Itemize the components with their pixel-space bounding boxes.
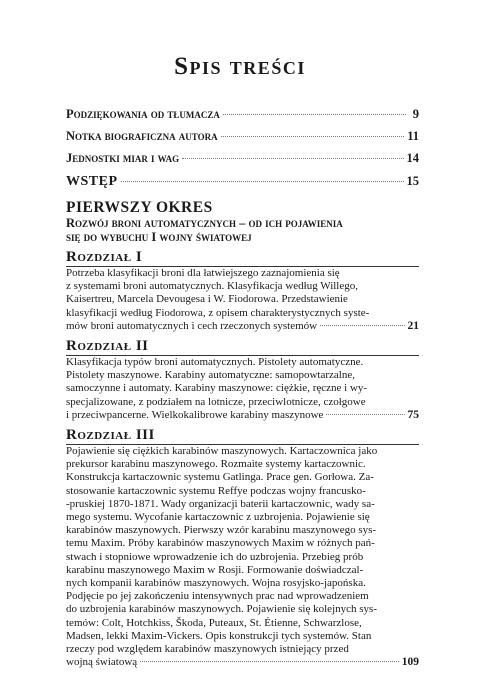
table-of-contents xyxy=(66,106,419,669)
dot-leader xyxy=(121,181,404,182)
period-title: PIERWSZY OKRES xyxy=(66,199,213,216)
description-last-line xyxy=(66,409,419,422)
description-line: Potrzeba klasyfikacji broni dla łatwiejszego zaznajomienia się xyxy=(66,267,340,279)
description-line: temu Maxim. Próby karabinów maszynowych Maxim w różnych pań- xyxy=(66,537,375,550)
description-line: prekursor karabinu maszynowego. Rozmaite systemy kartaczownic. xyxy=(66,458,366,471)
description-line: stwach i stopniowe wprowadzenie ich do uzbrojenia. Przebieg prób xyxy=(66,550,364,563)
description-line: klasyfikacji według Fiodorowa, z opisem charakterystycznych syste- xyxy=(66,306,370,319)
description-line: mego systemu. Wycofanie kartaczownic z uzbrojenia. Pojawienie się xyxy=(66,511,370,524)
description-line: -pruskiej 1870-1871. Wady organizacji baterii kartaczownic, wady sa- xyxy=(66,497,375,510)
toc-entry-biography[interactable] xyxy=(66,128,419,145)
chapter-description-2 xyxy=(66,356,419,422)
description-line: Madsen, lekki Maxim-Vickers. Opis konstrukcji tych systemów. Stan xyxy=(66,629,372,642)
description-line: specjalizowane, z podziałem na lotnicze, przeciwlotnicze, czołgowe xyxy=(66,395,366,408)
description-line: rzeczy pod względem karabinów maszynowych istniejący przed xyxy=(66,643,349,656)
dot-leader xyxy=(223,114,406,115)
toc-entry-label: Notka biograficzna autora xyxy=(66,129,218,143)
description-line: i przeciwpancerne. Wielkokalibrowe karabiny maszynowe xyxy=(66,408,324,421)
toc-entry-page: 11 xyxy=(407,129,419,143)
dot-leader xyxy=(326,414,404,415)
description-line: temów: Colt, Hotchkiss, Škoda, Puteaux, St. Étienne, Schwarzlose, xyxy=(66,616,362,629)
description-line: Kaisertreu, Marcela Devougesa i W. Fiodorowa. Przedstawienie xyxy=(66,293,348,306)
period-subtitle-line-2: się do wybuchu I wojny światowej xyxy=(66,230,252,244)
toc-entry-acknowledgements[interactable] xyxy=(66,106,419,123)
description-line: karabinu maszynowego Maxim w Rosji. Formowanie doświadczal- xyxy=(66,563,364,576)
description-line: nych kompanii karabinów maszynowych. Wojna rosyjsko-japońska. xyxy=(66,577,366,590)
toc-entry-label: WSTĘP xyxy=(66,174,118,189)
description-line: samoczynne i automaty. Karabiny maszynowe: ciężkie, ręczne i wy- xyxy=(66,382,368,395)
description-line: mów broni automatycznych i cech rzeczonych systemów xyxy=(66,319,318,332)
toc-entry-page: 15 xyxy=(406,174,419,188)
chapter-description-3 xyxy=(66,445,419,669)
description-line: Konstrukcja kartaczownic systemu Gatlinga. Prace gen. Gorłowa. Za- xyxy=(66,471,374,484)
description-line: Pistolety maszynowe. Karabiny automatyczne: samopowtarzalne, xyxy=(66,369,355,382)
description-line: do uzbrojenia karabinów maszynowych. Pojawienie się kolejnych sys- xyxy=(66,603,377,616)
toc-entry-label: Podziękowania od tłumacza xyxy=(66,107,220,121)
description-line: Klasyfikacja typów broni automatycznych. Pistolety automatyczne. xyxy=(66,356,364,369)
chapter-page: 109 xyxy=(401,656,419,669)
description-line: Podjęcie po jej zakończeniu intensywnych prac nad wprowadzeniem xyxy=(66,590,369,603)
chapter-heading-2[interactable]: Rozdział II xyxy=(66,338,419,356)
description-line: z systemami broni automatycznych. Klasyfikacja według Willego, xyxy=(66,280,358,293)
chapter-description-1 xyxy=(66,267,419,333)
chapter-heading-1[interactable]: Rozdział I xyxy=(66,249,419,267)
description-last-line xyxy=(66,320,419,333)
toc-entry-page: 9 xyxy=(412,107,419,121)
description-last-line xyxy=(66,656,419,669)
description-line: wojną światową xyxy=(66,656,138,669)
description-line: karabinów maszynowych. Pierwszy wzór karabinu maszynowego sys- xyxy=(66,524,377,537)
toc-entry-introduction[interactable] xyxy=(66,173,419,190)
toc-entry-label: Jednostki miar i wag xyxy=(66,151,180,165)
chapter-page: 21 xyxy=(407,319,419,332)
chapter-page: 75 xyxy=(407,408,419,421)
dot-leader xyxy=(221,136,405,137)
toc-entry-page: 14 xyxy=(406,151,419,165)
chapter-heading-3[interactable]: Rozdział III xyxy=(66,427,419,445)
period-subtitle-line-1: Rozwój broni automatycznych – od ich pojawienia xyxy=(66,216,343,230)
page-title: Spis treści xyxy=(174,53,306,80)
description-line: stosowanie kartaczownic systemu Reffye podczas wojny francusko- xyxy=(66,484,366,497)
toc-entry-units[interactable] xyxy=(66,150,419,167)
dot-leader xyxy=(140,661,399,662)
dot-leader xyxy=(320,325,404,326)
dot-leader xyxy=(182,158,403,159)
description-line: Pojawienie się ciężkich karabinów maszynowych. Kartaczownica jako xyxy=(66,445,378,458)
